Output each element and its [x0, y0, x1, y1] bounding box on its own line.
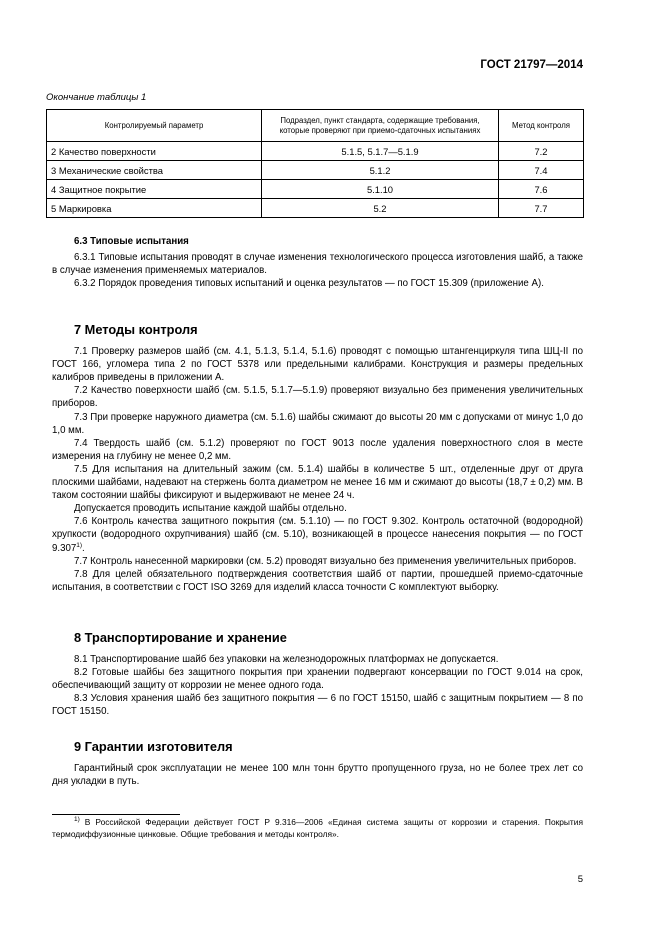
table-cell-parameter: 4 Защитное покрытие	[47, 180, 262, 199]
paragraph-9-1: Гарантийный срок эксплуатации не менее 100 млн тонн брутто пропущенного груза, но не более трех лет со дня укладки в путь.	[52, 763, 583, 788]
paragraph-7-8: 7.8 Для целей обязательного подтверждения соответствия шайб от партии, прошедшей приемо-сдаточные испытания, в соответствии с ГОСТ ISO 3269 для изделий класса точности С комплектуют выборку.	[52, 568, 583, 593]
table-cell-parameter: 2 Качество поверхности	[47, 142, 262, 161]
section-9-title: 9 Гарантии изготовителя	[74, 739, 233, 754]
paragraph-8-3: 8.3 Условия хранения шайб без защитного покрытия — 6 по ГОСТ 15150, шайб с защитным покрытием — 8 по ГОСТ 15150.	[52, 693, 583, 718]
section-7-title: 7 Методы контроля	[74, 322, 198, 337]
table-cell-requirements: 5.1.2	[262, 161, 499, 180]
paragraph-7-4: 7.4 Твердость шайб (см. 5.1.2) проверяют по ГОСТ 9013 после удаления поверхностного слоя в месте измерения на глубину не менее 0,2 мм.	[52, 437, 583, 462]
table-row	[47, 161, 584, 180]
table-cell-method: 7.4	[499, 161, 584, 180]
table-cell-requirements: 5.1.5, 5.1.7—5.1.9	[262, 142, 499, 161]
table-cell-method: 7.6	[499, 180, 584, 199]
table-row	[47, 180, 584, 199]
paragraph-6-3-1: 6.3.1 Типовые испытания проводят в случае изменения технологического процесса изготовления шайб, а также в случае изменения применяемых материалов.	[52, 252, 583, 277]
footnote-reference: 1)	[76, 541, 83, 549]
column-header-parameter: Контролируемый параметр	[47, 110, 262, 142]
paragraph-7-3: 7.3 При проверке наружного диаметра (см. 5.1.6) шайбы сжимают до высоты 20 мм с допусками от минус 1,0 до 1,0 мм.	[52, 411, 583, 436]
table-cell-requirements: 5.2	[262, 199, 499, 218]
column-header-method: Метод контроля	[499, 110, 584, 142]
control-table	[46, 109, 584, 218]
section-6-3-title: 6.3 Типовые испытания	[74, 236, 189, 247]
table-cell-method: 7.7	[499, 199, 584, 218]
paragraph-6-3-2: 6.3.2 Порядок проведения типовых испытаний и оценка результатов — по ГОСТ 15.309 (приложение А).	[74, 278, 544, 290]
paragraph-7-5-note: Допускается проводить испытание каждой шайбы отдельно.	[74, 503, 347, 515]
paragraph-7-6	[52, 515, 583, 554]
table-cell-parameter: 5 Маркировка	[47, 199, 262, 218]
section-6-3	[52, 235, 583, 290]
paragraph-8-2: 8.2 Готовые шайбы без защитного покрытия при хранении подвергают консервации по ГОСТ 9.014 на срок, обеспечивающий защиту от коррозии не менее одного года.	[52, 667, 583, 692]
paragraph-7-7: 7.7 Контроль нанесенной маркировки (см. 5.2) проводят визуально без применения увеличительных приборов.	[74, 555, 577, 567]
table-caption: Окончание таблицы 1	[46, 92, 147, 103]
section-7	[52, 323, 583, 594]
section-9	[52, 740, 583, 788]
paragraph-7-5: 7.5 Для испытания на длительный зажим (см. 5.1.4) шайбы в количестве 5 шт., отделенные друг от друга плоскими шайбами, надевают на стержень болта диаметром не менее 16 мм и сжимают до высоты (18,7 ± 0,2) мм. В таком состоянии шайбы фиксируют и выдерживают не менее 24 ч.	[52, 463, 583, 502]
footnote-mark: 1)	[74, 816, 80, 824]
page-number: 5	[577, 874, 583, 885]
footnote	[52, 817, 583, 840]
section-8	[52, 631, 583, 719]
paragraph-8-1: 8.1 Транспортирование шайб без упаковки на железнодорожных платформах не допускается.	[74, 654, 499, 666]
paragraph-7-2: 7.2 Качество поверхности шайб (см. 5.1.5, 5.1.7—5.1.9) проверяют визуально без применения увеличительных приборов.	[52, 385, 583, 410]
table-row	[47, 142, 584, 161]
table-cell-method: 7.2	[499, 142, 584, 161]
doc-header-id: ГОСТ 21797—2014	[480, 59, 583, 71]
footnote-divider	[52, 814, 180, 815]
section-8-title: 8 Транспортирование и хранение	[74, 630, 287, 645]
paragraph-7-6-end: .	[82, 542, 85, 554]
column-header-requirements: Подраздел, пункт стандарта, содержащие требования, которые проверяют при приемо-сдаточных испытаниях	[262, 110, 499, 142]
table-row	[47, 199, 584, 218]
paragraph-7-6-text: 7.6 Контроль качества защитного покрытия (см. 5.1.10) — по ГОСТ 9.302. Контроль остаточной (водородной) хрупкости (водородного охрупчивания) шайб (см. 5.10), возникающей в процессе нанесения покрытия — по ГОСТ 9.307	[52, 516, 583, 554]
table-header-row	[47, 110, 584, 142]
paragraph-7-1: 7.1 Проверку размеров шайб (см. 4.1, 5.1.3, 5.1.4, 5.1.6) проводят с помощью штангенциркуля типа ШЦ-II по ГОСТ 166, угломера типа 2 по ГОСТ 5378 или предельными калибрами. Конструкция и размеры предельных калибров приведены в приложении А.	[52, 346, 583, 384]
footnote-text: В Российской Федерации действует ГОСТ Р 9.316—2006 «Единая система защиты от коррозии и старения. Покрытия термодиффузионные цинковые. Общие требования и методы контроля».	[52, 817, 583, 839]
table-cell-parameter: 3 Механические свойства	[47, 161, 262, 180]
table-cell-requirements: 5.1.10	[262, 180, 499, 199]
